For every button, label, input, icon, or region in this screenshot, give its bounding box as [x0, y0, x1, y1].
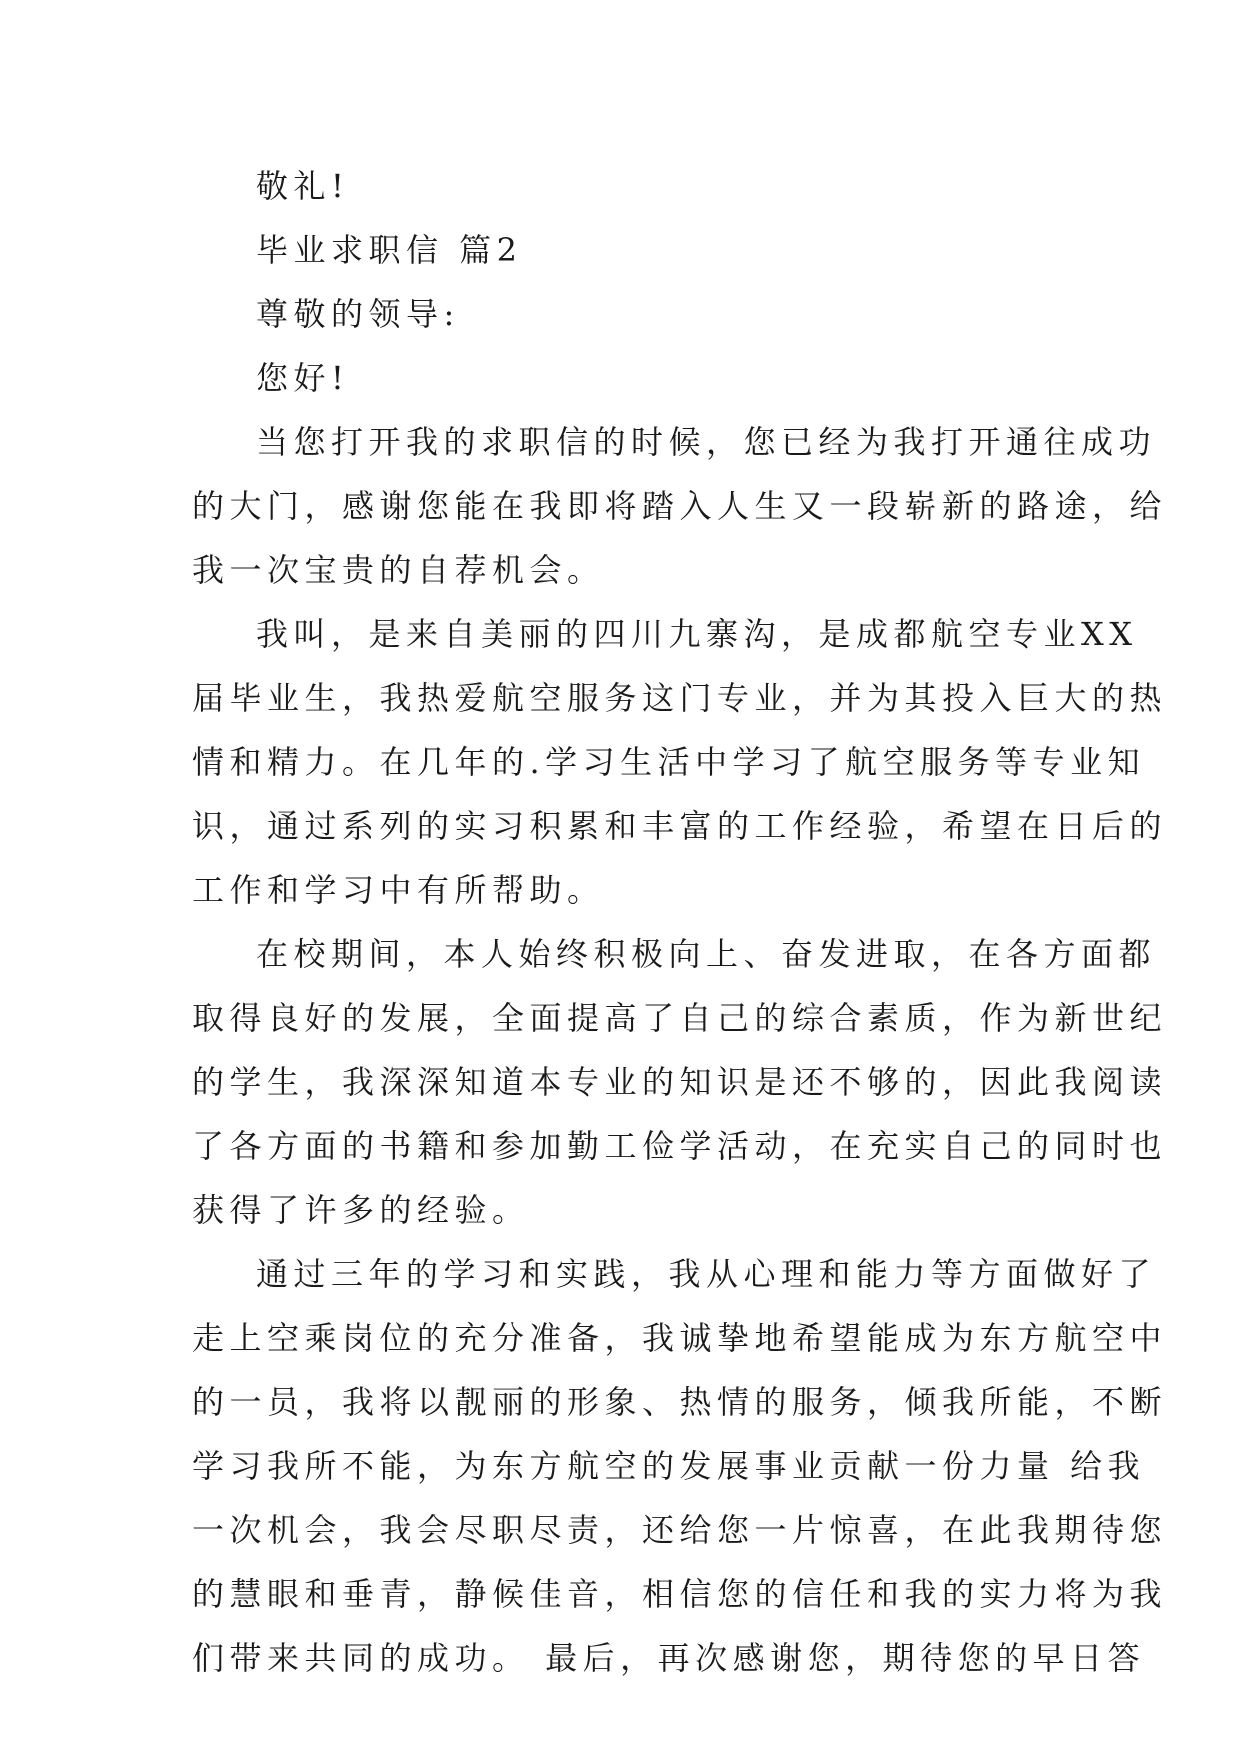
- text-line: 识，通过系列的实习积累和丰富的工作经验，希望在日后的: [192, 807, 1168, 845]
- text-line: 通过三年的学习和实践，我从心理和能力等方面做好了: [256, 1255, 1157, 1293]
- text-line: 毕业求职信 篇2: [256, 231, 523, 269]
- text-line: 的学生，我深深知道本专业的知识是还不够的，因此我阅读: [192, 1063, 1168, 1101]
- text-line: 届毕业生，我热爱航空服务这门专业，并为其投入巨大的热: [192, 679, 1168, 717]
- text-line: 在校期间，本人始终积极向上、奋发进取，在各方面都: [256, 935, 1157, 973]
- text-line: 一次机会，我会尽职尽责，还给您一片惊喜，在此我期待您: [192, 1511, 1168, 1549]
- text-line: 的一员，我将以靓丽的形象、热情的服务，倾我所能，不断: [192, 1383, 1168, 1421]
- text-line: 了各方面的书籍和参加勤工俭学活动，在充实自己的同时也: [192, 1127, 1168, 1165]
- text-line: 当您打开我的求职信的时候，您已经为我打开通往成功: [256, 423, 1157, 461]
- text-line: 们带来共同的成功。 最后，再次感谢您，期待您的早日答: [192, 1639, 1146, 1677]
- text-line: 取得良好的发展，全面提高了自己的综合素质，作为新世纪: [192, 999, 1168, 1037]
- text-line: 工作和学习中有所帮助。: [192, 871, 605, 909]
- text-line: 尊敬的领导:: [256, 295, 460, 333]
- text-line: 学习我所不能，为东方航空的发展事业贡献一份力量 给我: [192, 1447, 1146, 1485]
- text-line: 获得了许多的经验。: [192, 1191, 530, 1229]
- text-line: 我一次宝贵的自荐机会。: [192, 551, 605, 589]
- text-line: 敬礼!: [256, 167, 350, 205]
- letter-body: [192, 154, 1168, 1690]
- text-line: 走上空乘岗位的充分准备，我诚挚地希望能成为东方航空中: [192, 1319, 1168, 1357]
- text-line: 的大门，感谢您能在我即将踏入人生又一段崭新的路途，给: [192, 487, 1168, 525]
- text-line: 情和精力。在几年的.学习生活中学习了航空服务等专业知: [192, 743, 1146, 781]
- text-line: 您好!: [256, 359, 350, 397]
- text-line: 我叫，是来自美丽的四川九寨沟，是成都航空专业XX: [256, 615, 1138, 653]
- text-line: 的慧眼和垂青，静候佳音，相信您的信任和我的实力将为我: [192, 1575, 1168, 1613]
